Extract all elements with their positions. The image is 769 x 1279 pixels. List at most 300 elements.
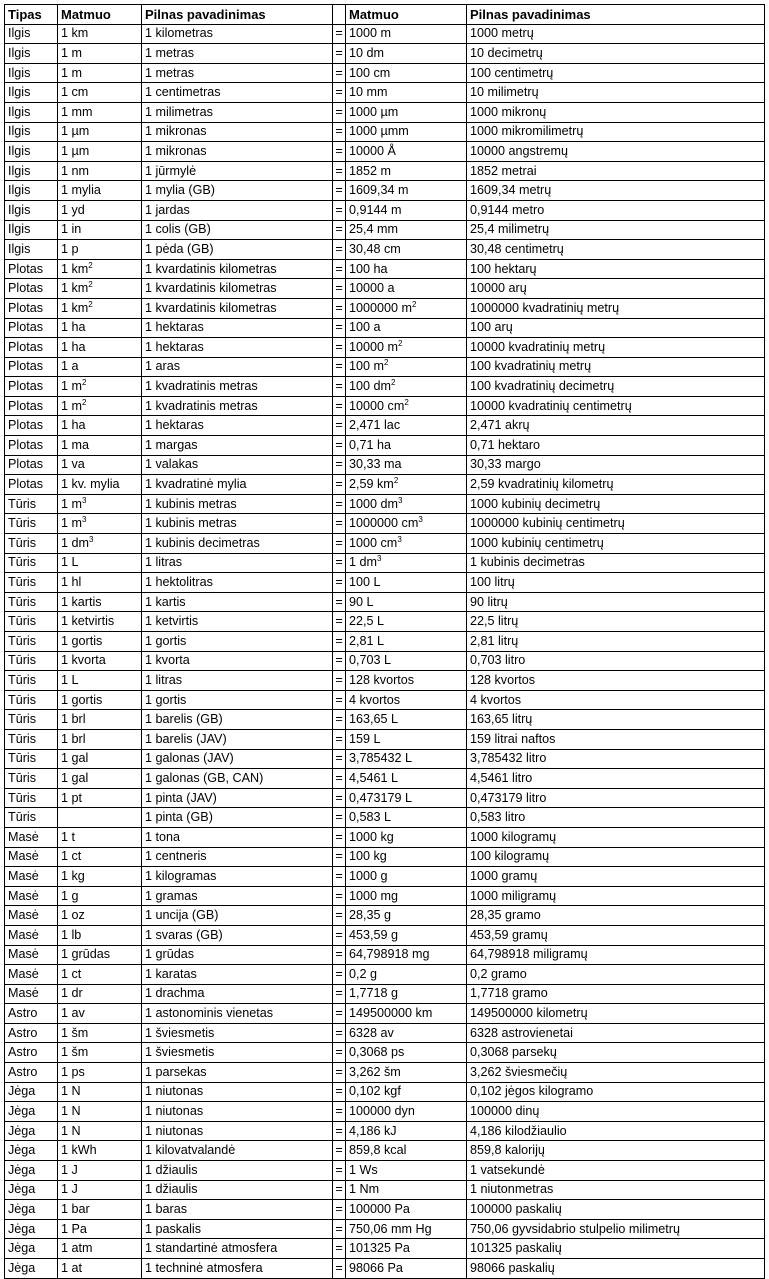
cell-pilnas-pavadinimas-result: 10000 kvadratinių metrų <box>467 338 765 358</box>
cell-equals: = <box>333 1102 346 1122</box>
cell-equals: = <box>333 377 346 397</box>
cell-tipas: Tūris <box>5 769 58 789</box>
cell-matmuo: 1 kartis <box>58 592 142 612</box>
header-tipas: Tipas <box>5 5 58 25</box>
cell-pilnas-pavadinimas: 1 šviesmetis <box>142 1043 333 1063</box>
table-row <box>5 1239 765 1259</box>
cell-matmuo-result: 1000 g <box>346 867 467 887</box>
cell-equals: = <box>333 808 346 828</box>
cell-equals: = <box>333 710 346 730</box>
cell-pilnas-pavadinimas-result: 1000 kubinių decimetrų <box>467 494 765 514</box>
table-row <box>5 1102 765 1122</box>
cell-equals: = <box>333 396 346 416</box>
cell-matmuo-result: 90 L <box>346 592 467 612</box>
cell-equals: = <box>333 632 346 652</box>
cell-pilnas-pavadinimas: 1 baras <box>142 1200 333 1220</box>
cell-pilnas-pavadinimas: 1 galonas (JAV) <box>142 749 333 769</box>
cell-matmuo: 1 grūdas <box>58 945 142 965</box>
cell-matmuo-result: 10 dm <box>346 44 467 64</box>
cell-matmuo-result: 22,5 L <box>346 612 467 632</box>
cell-matmuo-result: 0,102 kgf <box>346 1082 467 1102</box>
cell-matmuo-result: 859,8 kcal <box>346 1141 467 1161</box>
cell-matmuo-result: 64,798918 mg <box>346 945 467 965</box>
cell-pilnas-pavadinimas: 1 džiaulis <box>142 1180 333 1200</box>
cell-pilnas-pavadinimas-result: 0,583 litro <box>467 808 765 828</box>
cell-matmuo: 1 ps <box>58 1063 142 1083</box>
cell-matmuo-result: 30,33 ma <box>346 455 467 475</box>
cell-matmuo: 1 at <box>58 1259 142 1279</box>
cell-equals: = <box>333 102 346 122</box>
cell-matmuo: 1 ha <box>58 318 142 338</box>
cell-matmuo-result: 3,785432 L <box>346 749 467 769</box>
cell-matmuo-result: 10000 $cm^2$ <box>346 396 467 416</box>
cell-matmuo-result: 0,2 g <box>346 965 467 985</box>
cell-pilnas-pavadinimas: 1 metras <box>142 44 333 64</box>
table-row <box>5 142 765 162</box>
cell-pilnas-pavadinimas: 1 hektaras <box>142 338 333 358</box>
cell-pilnas-pavadinimas-result: 1 niutonmetras <box>467 1180 765 1200</box>
cell-matmuo: 1 t <box>58 827 142 847</box>
cell-matmuo-result: 1 Ws <box>346 1161 467 1181</box>
cell-matmuo: 1 ketvirtis <box>58 612 142 632</box>
cell-pilnas-pavadinimas-result: 4 kvortos <box>467 690 765 710</box>
cell-matmuo: 1 kvorta <box>58 651 142 671</box>
cell-matmuo: 1 oz <box>58 906 142 926</box>
cell-equals: = <box>333 475 346 495</box>
cell-matmuo-result: 159 L <box>346 729 467 749</box>
table-row <box>5 906 765 926</box>
cell-pilnas-pavadinimas-result: 1,7718 gramo <box>467 984 765 1004</box>
cell-matmuo: 1 kg <box>58 867 142 887</box>
cell-equals: = <box>333 886 346 906</box>
cell-pilnas-pavadinimas: 1 gramas <box>142 886 333 906</box>
cell-tipas: Masė <box>5 925 58 945</box>
cell-matmuo-result: 0,9144 m <box>346 200 467 220</box>
cell-tipas: Tūris <box>5 592 58 612</box>
cell-matmuo-result: 2,81 L <box>346 632 467 652</box>
cell-matmuo-result: 4 kvortos <box>346 690 467 710</box>
cell-tipas: Ilgis <box>5 161 58 181</box>
cell-tipas: Plotas <box>5 377 58 397</box>
cell-equals: = <box>333 671 346 691</box>
cell-matmuo-result: 1609,34 m <box>346 181 467 201</box>
table-row <box>5 925 765 945</box>
cell-matmuo-result: 0,583 L <box>346 808 467 828</box>
cell-matmuo: 1 N <box>58 1102 142 1122</box>
cell-matmuo: 1 $dm^3$ <box>58 534 142 554</box>
cell-matmuo: 1 N <box>58 1121 142 1141</box>
cell-pilnas-pavadinimas: 1 margas <box>142 436 333 456</box>
table-row <box>5 1141 765 1161</box>
cell-pilnas-pavadinimas-result: 10000 kvadratinių centimetrų <box>467 396 765 416</box>
cell-pilnas-pavadinimas: 1 kilometras <box>142 24 333 44</box>
cell-pilnas-pavadinimas: 1 ketvirtis <box>142 612 333 632</box>
cell-equals: = <box>333 788 346 808</box>
cell-matmuo-result: 163,65 L <box>346 710 467 730</box>
cell-matmuo: 1 gortis <box>58 690 142 710</box>
cell-matmuo-result: 149500000 km <box>346 1004 467 1024</box>
table-row <box>5 1180 765 1200</box>
cell-pilnas-pavadinimas: 1 šviesmetis <box>142 1023 333 1043</box>
cell-pilnas-pavadinimas: 1 kubinis metras <box>142 514 333 534</box>
cell-matmuo-result: 6328 av <box>346 1023 467 1043</box>
cell-pilnas-pavadinimas: 1 kvadratinis metras <box>142 396 333 416</box>
table-row <box>5 338 765 358</box>
table-row <box>5 573 765 593</box>
cell-equals: = <box>333 1180 346 1200</box>
cell-tipas: Tūris <box>5 612 58 632</box>
cell-pilnas-pavadinimas: 1 techninė atmosfera <box>142 1259 333 1279</box>
table-row <box>5 514 765 534</box>
cell-pilnas-pavadinimas: 1 barelis (GB) <box>142 710 333 730</box>
cell-equals: = <box>333 1043 346 1063</box>
table-body <box>5 24 765 1278</box>
cell-matmuo: 1 nm <box>58 161 142 181</box>
cell-matmuo: 1 µm <box>58 122 142 142</box>
header-equals <box>333 5 346 25</box>
cell-matmuo-result: 101325 Pa <box>346 1239 467 1259</box>
table-row <box>5 965 765 985</box>
cell-pilnas-pavadinimas: 1 litras <box>142 671 333 691</box>
cell-equals: = <box>333 573 346 593</box>
cell-equals: = <box>333 651 346 671</box>
cell-pilnas-pavadinimas: 1 karatas <box>142 965 333 985</box>
cell-matmuo-result: 100000 dyn <box>346 1102 467 1122</box>
table-row <box>5 690 765 710</box>
table-row <box>5 1161 765 1181</box>
cell-tipas: Ilgis <box>5 200 58 220</box>
cell-matmuo-result: 1 Nm <box>346 1180 467 1200</box>
cell-pilnas-pavadinimas: 1 uncija (GB) <box>142 906 333 926</box>
cell-pilnas-pavadinimas: 1 kvardatinis kilometras <box>142 259 333 279</box>
cell-matmuo: 1 a <box>58 357 142 377</box>
cell-equals: = <box>333 63 346 83</box>
cell-matmuo-result: 28,35 g <box>346 906 467 926</box>
cell-pilnas-pavadinimas: 1 grūdas <box>142 945 333 965</box>
table-row <box>5 436 765 456</box>
cell-pilnas-pavadinimas: 1 gortis <box>142 690 333 710</box>
table-row <box>5 475 765 495</box>
cell-pilnas-pavadinimas-result: 1 vatsekundė <box>467 1161 765 1181</box>
cell-equals: = <box>333 1161 346 1181</box>
cell-tipas: Jėga <box>5 1200 58 1220</box>
cell-pilnas-pavadinimas-result: 2,471 akrų <box>467 416 765 436</box>
table-row <box>5 945 765 965</box>
cell-pilnas-pavadinimas: 1 gortis <box>142 632 333 652</box>
cell-equals: = <box>333 259 346 279</box>
cell-pilnas-pavadinimas-result: 1000 gramų <box>467 867 765 887</box>
cell-pilnas-pavadinimas-result: 4,5461 litro <box>467 769 765 789</box>
cell-pilnas-pavadinimas: 1 centimetras <box>142 83 333 103</box>
cell-equals: = <box>333 357 346 377</box>
cell-pilnas-pavadinimas-result: 10 decimetrų <box>467 44 765 64</box>
cell-pilnas-pavadinimas-result: 6328 astrovienetai <box>467 1023 765 1043</box>
cell-matmuo: 1 cm <box>58 83 142 103</box>
cell-pilnas-pavadinimas: 1 galonas (GB, CAN) <box>142 769 333 789</box>
table-row <box>5 279 765 299</box>
table-row <box>5 102 765 122</box>
cell-equals: = <box>333 1141 346 1161</box>
cell-tipas: Jėga <box>5 1239 58 1259</box>
cell-equals: = <box>333 534 346 554</box>
cell-pilnas-pavadinimas-result: 149500000 kilometrų <box>467 1004 765 1024</box>
header-matmuo-result: Matmuo <box>346 5 467 25</box>
cell-equals: = <box>333 279 346 299</box>
cell-equals: = <box>333 494 346 514</box>
table-row <box>5 651 765 671</box>
cell-equals: = <box>333 847 346 867</box>
cell-pilnas-pavadinimas: 1 metras <box>142 63 333 83</box>
cell-matmuo-result: 4,5461 L <box>346 769 467 789</box>
cell-equals: = <box>333 83 346 103</box>
cell-matmuo-result: 0,703 L <box>346 651 467 671</box>
cell-matmuo-result: 0,3068 ps <box>346 1043 467 1063</box>
cell-pilnas-pavadinimas: 1 mikronas <box>142 122 333 142</box>
cell-equals: = <box>333 867 346 887</box>
cell-tipas: Ilgis <box>5 181 58 201</box>
cell-tipas: Tūris <box>5 788 58 808</box>
cell-pilnas-pavadinimas: 1 drachma <box>142 984 333 1004</box>
cell-pilnas-pavadinimas: 1 džiaulis <box>142 1161 333 1181</box>
cell-equals: = <box>333 436 346 456</box>
cell-matmuo: 1 $km^2$ <box>58 298 142 318</box>
table-row <box>5 1004 765 1024</box>
cell-matmuo-result: 100 ha <box>346 259 467 279</box>
cell-pilnas-pavadinimas-result: 10 milimetrų <box>467 83 765 103</box>
cell-matmuo: 1 gal <box>58 769 142 789</box>
cell-matmuo-result: 98066 Pa <box>346 1259 467 1279</box>
cell-equals: = <box>333 945 346 965</box>
cell-pilnas-pavadinimas-result: 1000 kilogramų <box>467 827 765 847</box>
cell-equals: = <box>333 553 346 573</box>
cell-tipas: Jėga <box>5 1141 58 1161</box>
table-row <box>5 298 765 318</box>
cell-pilnas-pavadinimas: 1 niutonas <box>142 1102 333 1122</box>
cell-pilnas-pavadinimas: 1 kubinis metras <box>142 494 333 514</box>
cell-matmuo-result: 100 kg <box>346 847 467 867</box>
cell-pilnas-pavadinimas: 1 mylia (GB) <box>142 181 333 201</box>
cell-pilnas-pavadinimas: 1 mikronas <box>142 142 333 162</box>
cell-matmuo-result: 1000 m <box>346 24 467 44</box>
cell-pilnas-pavadinimas: 1 tona <box>142 827 333 847</box>
cell-matmuo: 1 dr <box>58 984 142 1004</box>
cell-tipas: Jėga <box>5 1180 58 1200</box>
cell-matmuo-result: 1000 kg <box>346 827 467 847</box>
cell-pilnas-pavadinimas-result: 1000 mikromilimetrų <box>467 122 765 142</box>
cell-pilnas-pavadinimas: 1 kvadratinis metras <box>142 377 333 397</box>
cell-matmuo-result: 100 $dm^2$ <box>346 377 467 397</box>
cell-equals: = <box>333 1259 346 1279</box>
table-row <box>5 1121 765 1141</box>
cell-tipas: Tūris <box>5 749 58 769</box>
cell-equals: = <box>333 827 346 847</box>
table-row <box>5 455 765 475</box>
cell-pilnas-pavadinimas-result: 100 hektarų <box>467 259 765 279</box>
table-row <box>5 632 765 652</box>
cell-tipas: Tūris <box>5 729 58 749</box>
cell-pilnas-pavadinimas-result: 1 kubinis decimetras <box>467 553 765 573</box>
cell-matmuo: 1 L <box>58 553 142 573</box>
cell-equals: = <box>333 181 346 201</box>
cell-pilnas-pavadinimas-result: 1000 metrų <box>467 24 765 44</box>
table-row <box>5 592 765 612</box>
cell-pilnas-pavadinimas-result: 1852 metrai <box>467 161 765 181</box>
cell-matmuo-result: 0,473179 L <box>346 788 467 808</box>
cell-equals: = <box>333 769 346 789</box>
table-row <box>5 396 765 416</box>
cell-pilnas-pavadinimas-result: 3,785432 litro <box>467 749 765 769</box>
cell-tipas: Masė <box>5 965 58 985</box>
cell-tipas: Tūris <box>5 710 58 730</box>
cell-matmuo: 1 ct <box>58 965 142 985</box>
table-row <box>5 984 765 1004</box>
cell-pilnas-pavadinimas-result: 2,81 litrų <box>467 632 765 652</box>
cell-matmuo: 1 mm <box>58 102 142 122</box>
cell-pilnas-pavadinimas-result: 1609,34 metrų <box>467 181 765 201</box>
table-row <box>5 1259 765 1279</box>
cell-equals: = <box>333 1121 346 1141</box>
cell-matmuo-result: 1852 m <box>346 161 467 181</box>
cell-tipas: Masė <box>5 867 58 887</box>
cell-pilnas-pavadinimas-result: 98066 paskalių <box>467 1259 765 1279</box>
cell-pilnas-pavadinimas: 1 kubinis decimetras <box>142 534 333 554</box>
cell-matmuo: 1 brl <box>58 729 142 749</box>
table-row <box>5 534 765 554</box>
table-row <box>5 416 765 436</box>
cell-pilnas-pavadinimas: 1 hektolitras <box>142 573 333 593</box>
table-row <box>5 161 765 181</box>
cell-tipas: Plotas <box>5 259 58 279</box>
cell-tipas: Jėga <box>5 1219 58 1239</box>
cell-equals: = <box>333 338 346 358</box>
cell-tipas: Ilgis <box>5 83 58 103</box>
cell-equals: = <box>333 142 346 162</box>
cell-matmuo: 1 in <box>58 220 142 240</box>
cell-tipas: Masė <box>5 886 58 906</box>
cell-matmuo: 1 ma <box>58 436 142 456</box>
cell-equals: = <box>333 612 346 632</box>
cell-matmuo: 1 m <box>58 63 142 83</box>
cell-pilnas-pavadinimas: 1 centneris <box>142 847 333 867</box>
cell-equals: = <box>333 1023 346 1043</box>
cell-pilnas-pavadinimas: 1 svaras (GB) <box>142 925 333 945</box>
table-row <box>5 827 765 847</box>
table-row <box>5 357 765 377</box>
cell-pilnas-pavadinimas-result: 30,33 margo <box>467 455 765 475</box>
cell-tipas: Astro <box>5 1043 58 1063</box>
cell-matmuo-result: 100 a <box>346 318 467 338</box>
cell-matmuo-result: 1,7718 g <box>346 984 467 1004</box>
table-row <box>5 1200 765 1220</box>
cell-pilnas-pavadinimas: 1 niutonas <box>142 1082 333 1102</box>
table-row <box>5 181 765 201</box>
cell-matmuo-result: 25,4 mm <box>346 220 467 240</box>
cell-matmuo: 1 ct <box>58 847 142 867</box>
cell-matmuo: 1 $m^2$ <box>58 377 142 397</box>
cell-pilnas-pavadinimas: 1 kilovatvalandė <box>142 1141 333 1161</box>
cell-pilnas-pavadinimas-result: 22,5 litrų <box>467 612 765 632</box>
table-row <box>5 886 765 906</box>
cell-pilnas-pavadinimas: 1 hektaras <box>142 318 333 338</box>
cell-tipas: Tūris <box>5 651 58 671</box>
cell-matmuo: 1 µm <box>58 142 142 162</box>
cell-matmuo: 1 m <box>58 44 142 64</box>
cell-matmuo: 1 Pa <box>58 1219 142 1239</box>
cell-tipas: Jėga <box>5 1102 58 1122</box>
cell-matmuo: 1 $m^3$ <box>58 514 142 534</box>
cell-matmuo-result: 4,186 kJ <box>346 1121 467 1141</box>
cell-matmuo: 1 yd <box>58 200 142 220</box>
cell-equals: = <box>333 749 346 769</box>
cell-equals: = <box>333 122 346 142</box>
cell-matmuo: 1 $km^2$ <box>58 279 142 299</box>
cell-pilnas-pavadinimas: 1 jardas <box>142 200 333 220</box>
table-row <box>5 769 765 789</box>
cell-tipas: Astro <box>5 1063 58 1083</box>
cell-matmuo-result: 1000 mg <box>346 886 467 906</box>
cell-matmuo: 1 kWh <box>58 1141 142 1161</box>
cell-tipas: Plotas <box>5 338 58 358</box>
table-row <box>5 1219 765 1239</box>
cell-pilnas-pavadinimas-result: 10000 arų <box>467 279 765 299</box>
cell-pilnas-pavadinimas: 1 kartis <box>142 592 333 612</box>
cell-tipas: Tūris <box>5 808 58 828</box>
cell-tipas: Tūris <box>5 690 58 710</box>
table-row <box>5 63 765 83</box>
table-row <box>5 494 765 514</box>
cell-matmuo-result: 100000 Pa <box>346 1200 467 1220</box>
cell-matmuo-result: 10000 Å <box>346 142 467 162</box>
cell-pilnas-pavadinimas-result: 2,59 kvadratinių kilometrų <box>467 475 765 495</box>
cell-matmuo-result: 1000000 $cm^3$ <box>346 514 467 534</box>
table-row <box>5 318 765 338</box>
cell-pilnas-pavadinimas-result: 0,2 gramo <box>467 965 765 985</box>
cell-matmuo: 1 $km^2$ <box>58 259 142 279</box>
cell-tipas: Ilgis <box>5 240 58 260</box>
cell-equals: = <box>333 240 346 260</box>
cell-tipas: Masė <box>5 984 58 1004</box>
cell-pilnas-pavadinimas: 1 pinta (GB) <box>142 808 333 828</box>
cell-tipas: Ilgis <box>5 63 58 83</box>
cell-tipas: Plotas <box>5 279 58 299</box>
cell-tipas: Masė <box>5 847 58 867</box>
cell-matmuo-result: 10 mm <box>346 83 467 103</box>
cell-tipas: Plotas <box>5 416 58 436</box>
cell-matmuo-result: 1 $dm^3$ <box>346 553 467 573</box>
cell-pilnas-pavadinimas: 1 parsekas <box>142 1063 333 1083</box>
cell-matmuo-result: 10000 $m^2$ <box>346 338 467 358</box>
cell-equals: = <box>333 416 346 436</box>
table-row <box>5 1082 765 1102</box>
cell-tipas: Plotas <box>5 318 58 338</box>
cell-equals: = <box>333 514 346 534</box>
table-row <box>5 671 765 691</box>
cell-matmuo-result: 10000 a <box>346 279 467 299</box>
cell-pilnas-pavadinimas-result: 0,9144 metro <box>467 200 765 220</box>
cell-pilnas-pavadinimas-result: 0,473179 litro <box>467 788 765 808</box>
unit-conversion-table <box>4 4 765 1279</box>
cell-pilnas-pavadinimas: 1 kvorta <box>142 651 333 671</box>
cell-pilnas-pavadinimas-result: 163,65 litrų <box>467 710 765 730</box>
cell-equals: = <box>333 1200 346 1220</box>
table-row <box>5 553 765 573</box>
cell-matmuo-result: 3,262 šm <box>346 1063 467 1083</box>
cell-pilnas-pavadinimas: 1 kvardatinis kilometras <box>142 298 333 318</box>
cell-pilnas-pavadinimas-result: 100 litrų <box>467 573 765 593</box>
cell-tipas: Astro <box>5 1004 58 1024</box>
cell-matmuo-result: 30,48 cm <box>346 240 467 260</box>
cell-pilnas-pavadinimas-result: 128 kvortos <box>467 671 765 691</box>
